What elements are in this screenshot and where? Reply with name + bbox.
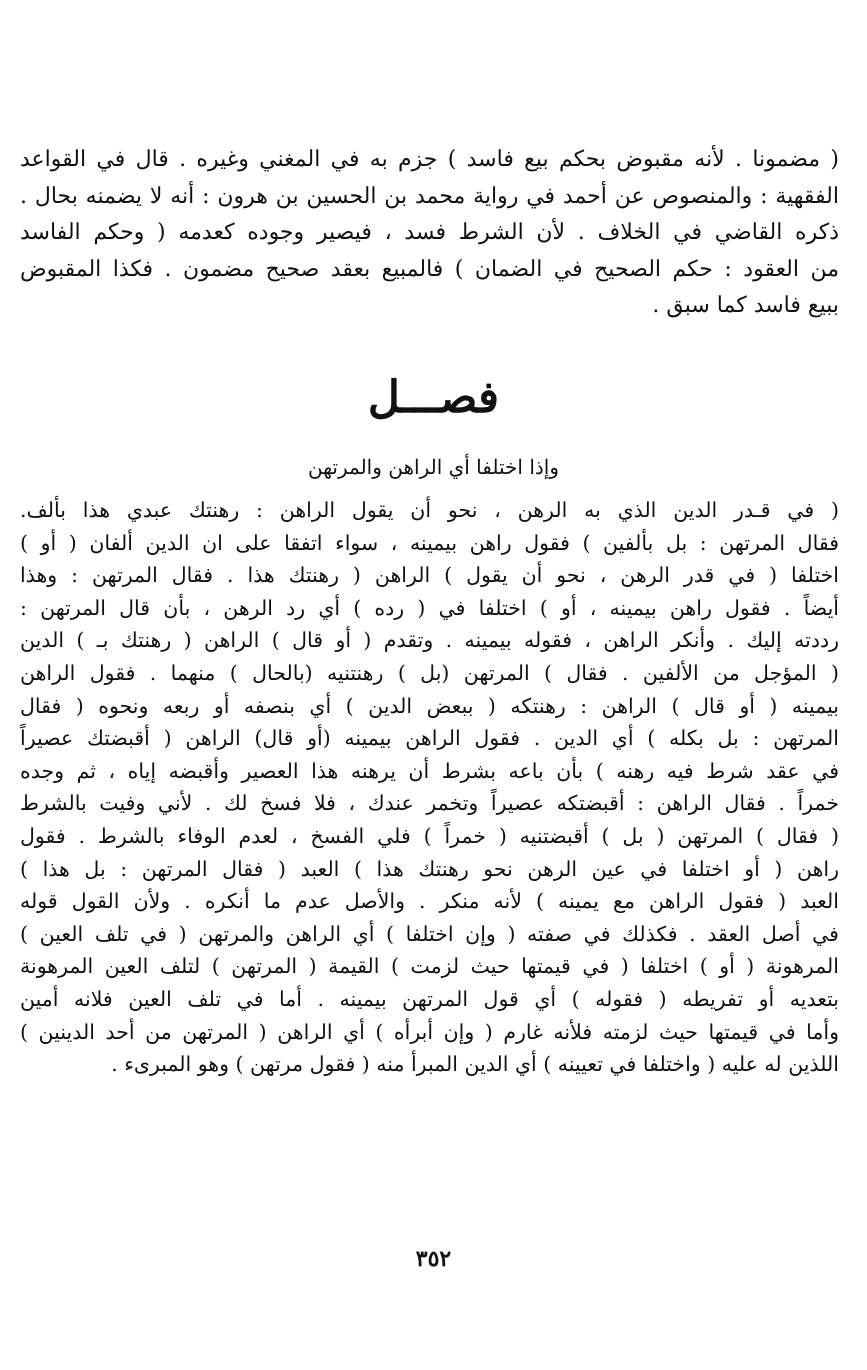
section-subheading: وإذا اختلفا أي الراهن والمرتهن <box>307 455 560 479</box>
text-line: اختلفا ( في قدر الرهن ، نحو أن يقول ) الراهن ( رهنتك هذا . فقال المرتهن : وهذا <box>20 563 839 588</box>
text-line: ببيع فاسد كما سبق . <box>652 293 839 318</box>
text-line: المرهونة ( أو ) اختلفا ( في قيمتها حيث لزمت ) القيمة ( المرتهن ) لتلف العين المرهونة <box>20 954 839 979</box>
intro-paragraph <box>20 142 839 325</box>
text-line: ( في قـدر الدين الذي به الرهن ، نحو أن يقول الراهن : رهنتك عبدي هذا بألف. <box>20 498 839 522</box>
body-paragraph <box>20 494 839 1081</box>
text-line: ( المؤجل من الألفين . فقال ) المرتهن (بل ) رهنتنيه (بالحال ) منهما . فقول الراهن <box>20 660 839 685</box>
page-number: ٣٥٢ <box>415 1246 452 1272</box>
text-line: في عقد شرط فيه رهنه ) بأن باعه بشرط أن يرهنه هذا العصير وأقبضه إياه ، ثم وجده <box>20 758 839 783</box>
text-line: المرتهن : بل بكله ) أي الدين . فقول الراهن بيمينه (أو قال) الراهن ( أقبضتك عصيراً <box>20 726 839 751</box>
text-line: ( مضمونا . لأنه مقبوض بحكم بيع فاسد ) جزم به في المغني وغيره . قال في القواعد <box>20 147 839 172</box>
text-line: ذكره القاضي في الخلاف . لأن الشرط فسد ، فيصير وجوده كعدمه ( وحكم الفاسد <box>20 220 839 245</box>
text-line: بيمينه ( أو قال ) الراهن : رهنتكه ( ببعض الدين ) أي بنصفه أو ربعه ونحوه ( فقال <box>20 693 839 718</box>
text-line: الفقهية : والمنصوص عن أحمد في رواية محمد بن الحسين بن هرون : أنه لا يضمنه بحال . <box>20 183 839 209</box>
text-line: في أصل العقد . فكذلك في صفته ( وإن اختلفا ) أي الراهن والمرتهن ( في تلف العين ) <box>20 921 839 946</box>
text-line: رددته إليك . وأنكر الراهن ، فقوله بيمينه . وتقدم ( أو قال ) الراهن ( رهنتك بـ ) الدين <box>20 628 839 653</box>
text-line: من العقود : حكم الصحيح في الضمان ) فالمبيع بعقد صحيح مضمون . فكذا المقبوض <box>20 256 839 282</box>
text-line: أيضاً . فقول راهن بيمينه ، أو ) اختلفا في ( رده ) أي رد الرهن ، بأن قال المرتهن : <box>20 595 839 620</box>
text-line: ( فقال ) المرتهن ( بل ) أقبضتنيه ( خمراً ) فلي الفسخ ، لعدم الوفاء بالشرط . فقول <box>20 823 839 848</box>
text-line: راهن ( أو اختلفا في عين الرهن نحو رهنتك هذا ) العبد ( فقال المرتهن : بل هذا ) <box>20 856 839 881</box>
text-line: فقال المرتهن : بل بألفين ) فقول راهن بيمينه ، سواء اتفقا على ان الدين ألفان ( أو ) <box>20 530 839 555</box>
chapter-heading: فصـــل <box>367 372 500 423</box>
text-line: خمراً . فقال الراهن : أقبضتكه عصيراً وتخمر عندك ، فلا فسخ لك . لأني وفيت بالشرط <box>20 791 839 816</box>
text-line: وأما في قيمتها حيث لزمته فلأنه غارم ( وإن أبرأه ) أي الراهن ( المرتهن من أحد الدينين ) <box>20 1019 839 1044</box>
text-line: اللذين له عليه ( واختلفا في تعيينه ) أي الدين المبرأ منه ( فقول مرتهن ) وهو المبرىء . <box>111 1052 839 1077</box>
text-line: العبد ( فقول الراهن مع يمينه ) لأنه منكر . والأصل عدم ما أنكره . ولأن القول قوله <box>20 889 839 914</box>
text-line: بتعديه أو تفريطه ( فقوله ) أي قول المرتهن بيمينه . أما في تلف العين فلانه أمين <box>20 986 839 1011</box>
